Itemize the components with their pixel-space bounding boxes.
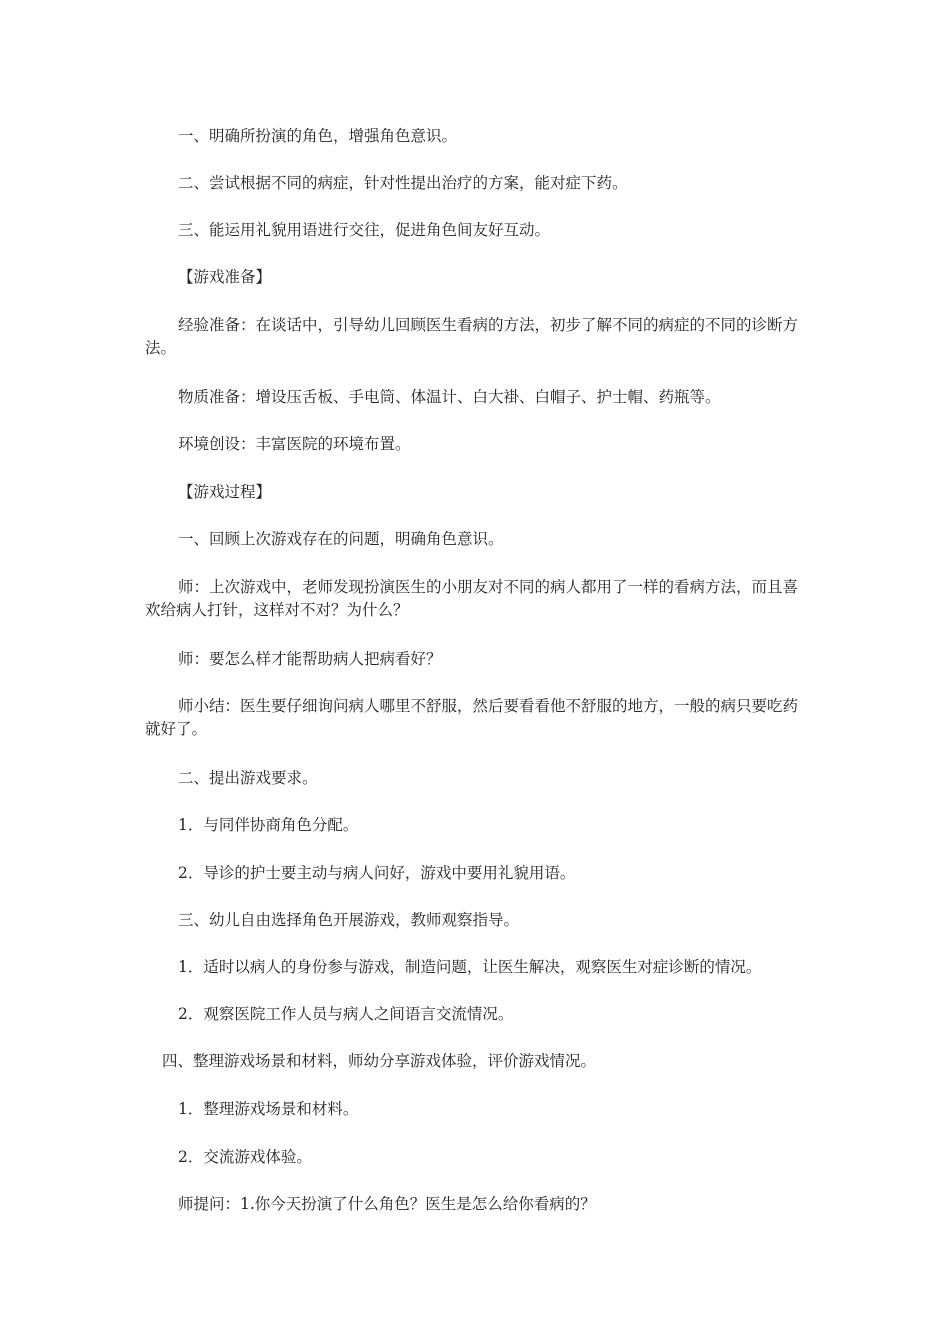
objective-2: 二、尝试根据不同的病症，针对性提出治疗的方案，能对症下药。 (178, 174, 628, 192)
teacher-summary: 师小结：医生要仔细询问病人哪里不舒服，然后要看看他不舒服的地方，一般的病只要吃药就好了。 (145, 697, 799, 738)
experience-preparation: 经验准备：在谈话中，引导幼儿回顾医生看病的方法，初步了解不同的病症的不同的诊断方法。 (145, 316, 799, 357)
wrapup-1: 1．整理游戏场景和材料。 (178, 1100, 359, 1118)
teacher-question: 师提问：1.你今天扮演了什么角色？医生是怎么给你看病的？ (178, 1195, 596, 1213)
requirement-1: 1．与同伴协商角色分配。 (178, 816, 359, 834)
teacher-remark-1: 师：上次游戏中，老师发现扮演医生的小朋友对不同的病人都用了一样的看病方法，而且喜欢给病人打针，这样对不对？为什么？ (145, 578, 799, 619)
section-heading-preparation: 【游戏准备】 (178, 268, 272, 286)
requirement-2: 2．导诊的护士要主动与病人问好，游戏中要用礼貌用语。 (178, 864, 576, 882)
process-step-1: 一、回顾上次游戏存在的问题，明确角色意识。 (178, 530, 504, 548)
wrapup-2: 2．交流游戏体验。 (178, 1148, 312, 1166)
guidance-1: 1．适时以病人的身份参与游戏，制造问题，让医生解决，观察医生对症诊断的情况。 (178, 958, 762, 976)
objective-1: 一、明确所扮演的角色，增强角色意识。 (178, 127, 458, 145)
objective-3: 三、能运用礼貌用语进行交往，促进角色间友好互动。 (178, 221, 551, 239)
material-preparation: 物质准备：增设压舌板、手电筒、体温计、白大褂、白帽子、护士帽、药瓶等。 (178, 388, 721, 406)
process-step-4: 四、整理游戏场景和材料，师幼分享游戏体验，评价游戏情况。 (162, 1052, 597, 1070)
guidance-2: 2．观察医院工作人员与病人之间语言交流情况。 (178, 1005, 514, 1023)
section-heading-process: 【游戏过程】 (178, 483, 272, 501)
process-step-2: 二、提出游戏要求。 (178, 769, 318, 787)
teacher-remark-2: 师：要怎么样才能帮助病人把病看好？ (178, 650, 442, 668)
environment-setup: 环境创设：丰富医院的环境布置。 (178, 435, 411, 453)
process-step-3: 三、幼儿自由选择角色开展游戏，教师观察指导。 (178, 911, 520, 929)
